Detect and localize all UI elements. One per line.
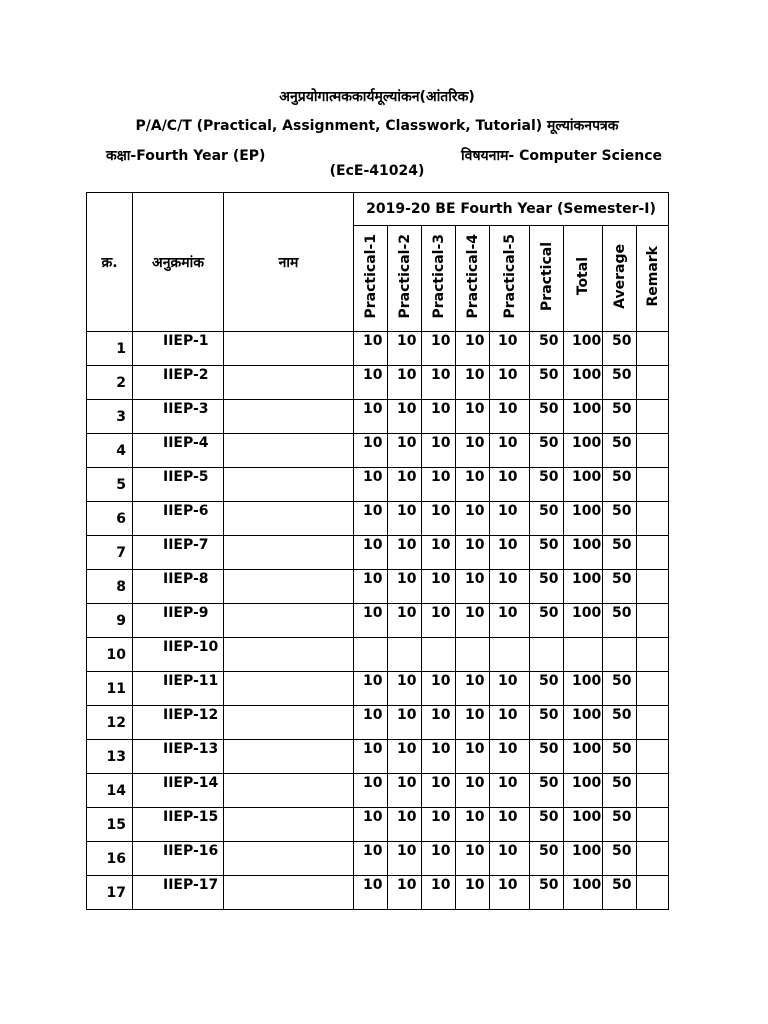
total-cell (564, 638, 603, 672)
table-row (87, 638, 669, 672)
practical-total-cell: 50 (530, 468, 564, 502)
table-row (87, 672, 669, 706)
table-row (87, 740, 669, 774)
practical-3-cell: 10 (422, 808, 456, 842)
practical-5-cell: 10 (490, 434, 530, 468)
average-header: Average (603, 226, 637, 332)
practical-4-header: Practical-4 (456, 226, 490, 332)
practical-3-cell: 10 (422, 434, 456, 468)
remark-cell (637, 468, 669, 502)
roll-number-cell: IIEP-3 (133, 400, 224, 434)
practical-5-cell: 10 (490, 842, 530, 876)
practical-total-cell: 50 (530, 876, 564, 910)
serial-number-cell: 17 (87, 876, 133, 910)
total-cell: 100 (564, 332, 603, 366)
table-row (87, 400, 669, 434)
practical-2-cell: 10 (388, 774, 422, 808)
practical-2-cell: 10 (388, 536, 422, 570)
table-row (87, 706, 669, 740)
practical-4-cell: 10 (456, 706, 490, 740)
average-cell: 50 (603, 434, 637, 468)
practical-1-cell: 10 (354, 366, 388, 400)
practical-4-cell (456, 638, 490, 672)
practical-total-cell: 50 (530, 672, 564, 706)
practical-5-cell: 10 (490, 808, 530, 842)
total-cell: 100 (564, 876, 603, 910)
remark-cell (637, 808, 669, 842)
remark-cell (637, 638, 669, 672)
practical-1-cell: 10 (354, 706, 388, 740)
roll-number-cell: IIEP-16 (133, 842, 224, 876)
practical-4-cell: 10 (456, 740, 490, 774)
serial-number-cell: 6 (87, 502, 133, 536)
student-name-cell (224, 366, 354, 400)
remark-cell (637, 740, 669, 774)
practical-3-cell: 10 (422, 604, 456, 638)
practical-1-cell: 10 (354, 536, 388, 570)
student-name-cell (224, 774, 354, 808)
table-row (87, 808, 669, 842)
practical-1-cell: 10 (354, 570, 388, 604)
table-row (87, 434, 669, 468)
average-cell: 50 (603, 332, 637, 366)
student-name-cell (224, 740, 354, 774)
practical-1-cell: 10 (354, 876, 388, 910)
practical-5-cell (490, 638, 530, 672)
practical-total-cell: 50 (530, 570, 564, 604)
practical-1-cell: 10 (354, 604, 388, 638)
practical-1-cell: 10 (354, 672, 388, 706)
practical-1-cell: 10 (354, 400, 388, 434)
roll-number-cell: IIEP-12 (133, 706, 224, 740)
table-row (87, 536, 669, 570)
practical-4-cell: 10 (456, 434, 490, 468)
practical-5-cell: 10 (490, 740, 530, 774)
serial-number-cell: 10 (87, 638, 133, 672)
practical-3-cell: 10 (422, 570, 456, 604)
roll-number-cell: IIEP-7 (133, 536, 224, 570)
practical-total-cell: 50 (530, 502, 564, 536)
total-cell: 100 (564, 774, 603, 808)
document-subtitle: P/A/C/T (Practical, Assignment, Classwork, Tutorial) मूल्यांकनपत्रक (135, 118, 619, 134)
total-cell: 100 (564, 706, 603, 740)
table-row (87, 842, 669, 876)
remark-cell (637, 672, 669, 706)
remark-cell (637, 842, 669, 876)
practical-4-cell: 10 (456, 672, 490, 706)
remark-cell (637, 332, 669, 366)
practical-4-cell: 10 (456, 400, 490, 434)
roll-header: अनुक्रमांक (133, 193, 224, 332)
document-title: अनुप्रयोगात्मककार्यमूल्यांकन(आंतरिक) (279, 89, 475, 105)
serial-number-cell: 14 (87, 774, 133, 808)
serial-number-cell: 11 (87, 672, 133, 706)
average-cell: 50 (603, 774, 637, 808)
serial-number-cell: 13 (87, 740, 133, 774)
practical-4-cell: 10 (456, 536, 490, 570)
roll-number-cell: IIEP-11 (133, 672, 224, 706)
total-cell: 100 (564, 672, 603, 706)
roll-number-cell: IIEP-4 (133, 434, 224, 468)
practical-total-cell: 50 (530, 842, 564, 876)
student-name-cell (224, 638, 354, 672)
serial-number-cell: 2 (87, 366, 133, 400)
practical-total-cell: 50 (530, 434, 564, 468)
total-cell: 100 (564, 468, 603, 502)
roll-number-cell: IIEP-8 (133, 570, 224, 604)
practical-total-cell: 50 (530, 536, 564, 570)
practical-3-cell (422, 638, 456, 672)
average-cell: 50 (603, 842, 637, 876)
practical-5-cell: 10 (490, 672, 530, 706)
practical-5-cell: 10 (490, 570, 530, 604)
table-row (87, 332, 669, 366)
practical-3-cell: 10 (422, 536, 456, 570)
practical-1-cell: 10 (354, 740, 388, 774)
serial-number-cell: 12 (87, 706, 133, 740)
practical-3-cell: 10 (422, 740, 456, 774)
practical-4-cell: 10 (456, 366, 490, 400)
serial-number-cell: 7 (87, 536, 133, 570)
practical-5-cell: 10 (490, 706, 530, 740)
total-cell: 100 (564, 366, 603, 400)
remark-cell (637, 604, 669, 638)
practical-4-cell: 10 (456, 604, 490, 638)
total-header: Total (564, 226, 603, 332)
practical-1-cell: 10 (354, 332, 388, 366)
practical-2-cell: 10 (388, 604, 422, 638)
student-name-cell (224, 672, 354, 706)
practical-3-cell: 10 (422, 706, 456, 740)
practical-1-cell: 10 (354, 842, 388, 876)
average-cell: 50 (603, 366, 637, 400)
student-name-cell (224, 808, 354, 842)
student-name-cell (224, 536, 354, 570)
practical-3-cell: 10 (422, 842, 456, 876)
total-cell: 100 (564, 604, 603, 638)
average-cell: 50 (603, 502, 637, 536)
practical-2-cell: 10 (388, 366, 422, 400)
student-name-cell (224, 842, 354, 876)
practical-3-cell: 10 (422, 400, 456, 434)
student-name-cell (224, 332, 354, 366)
roll-number-cell: IIEP-9 (133, 604, 224, 638)
practical-1-cell: 10 (354, 808, 388, 842)
total-cell: 100 (564, 536, 603, 570)
serial-number-cell: 3 (87, 400, 133, 434)
practical-2-cell: 10 (388, 570, 422, 604)
practical-total-cell (530, 638, 564, 672)
practical-5-header: Practical-5 (490, 226, 530, 332)
practical-1-header: Practical-1 (354, 226, 388, 332)
table-row (87, 366, 669, 400)
remark-cell (637, 502, 669, 536)
practical-total-header: Practical (530, 226, 564, 332)
practical-5-cell: 10 (490, 876, 530, 910)
table-row (87, 502, 669, 536)
marks-table (86, 192, 669, 910)
practical-2-cell: 10 (388, 502, 422, 536)
practical-5-cell: 10 (490, 400, 530, 434)
practical-2-cell: 10 (388, 842, 422, 876)
practical-3-cell: 10 (422, 502, 456, 536)
practical-2-header: Practical-2 (388, 226, 422, 332)
practical-total-cell: 50 (530, 604, 564, 638)
practical-3-cell: 10 (422, 366, 456, 400)
remark-cell (637, 876, 669, 910)
table-row (87, 468, 669, 502)
remark-cell (637, 536, 669, 570)
total-cell: 100 (564, 434, 603, 468)
average-cell: 50 (603, 672, 637, 706)
table-row (87, 604, 669, 638)
student-name-cell (224, 570, 354, 604)
total-cell: 100 (564, 502, 603, 536)
roll-number-cell: IIEP-2 (133, 366, 224, 400)
practical-1-cell (354, 638, 388, 672)
table-row (87, 774, 669, 808)
practical-2-cell: 10 (388, 706, 422, 740)
group-header: 2019-20 BE Fourth Year (Semester-I) (354, 193, 669, 226)
student-name-cell (224, 468, 354, 502)
roll-number-cell: IIEP-10 (133, 638, 224, 672)
practical-1-cell: 10 (354, 774, 388, 808)
remark-cell (637, 774, 669, 808)
practical-2-cell: 10 (388, 400, 422, 434)
practical-3-cell: 10 (422, 672, 456, 706)
practical-5-cell: 10 (490, 468, 530, 502)
practical-5-cell: 10 (490, 774, 530, 808)
marks-table-body (87, 332, 669, 910)
remark-cell (637, 400, 669, 434)
practical-4-cell: 10 (456, 468, 490, 502)
total-cell: 100 (564, 842, 603, 876)
practical-5-cell: 10 (490, 366, 530, 400)
practical-3-cell: 10 (422, 774, 456, 808)
practical-2-cell: 10 (388, 876, 422, 910)
practical-1-cell: 10 (354, 468, 388, 502)
practical-4-cell: 10 (456, 332, 490, 366)
practical-4-cell: 10 (456, 570, 490, 604)
roll-number-cell: IIEP-13 (133, 740, 224, 774)
table-row (87, 570, 669, 604)
practical-5-cell: 10 (490, 502, 530, 536)
practical-2-cell: 10 (388, 808, 422, 842)
serial-number-cell: 15 (87, 808, 133, 842)
average-cell: 50 (603, 400, 637, 434)
serial-number-cell: 5 (87, 468, 133, 502)
average-cell: 50 (603, 570, 637, 604)
practical-1-cell: 10 (354, 434, 388, 468)
student-name-cell (224, 400, 354, 434)
name-header: नाम (224, 193, 354, 332)
practical-2-cell: 10 (388, 468, 422, 502)
total-cell: 100 (564, 400, 603, 434)
practical-5-cell: 10 (490, 332, 530, 366)
practical-4-cell: 10 (456, 774, 490, 808)
practical-total-cell: 50 (530, 706, 564, 740)
table-row (87, 876, 669, 910)
student-name-cell (224, 502, 354, 536)
student-name-cell (224, 434, 354, 468)
roll-number-cell: IIEP-1 (133, 332, 224, 366)
roll-number-cell: IIEP-14 (133, 774, 224, 808)
practical-1-cell: 10 (354, 502, 388, 536)
practical-4-cell: 10 (456, 502, 490, 536)
serial-number-cell: 16 (87, 842, 133, 876)
practical-3-cell: 10 (422, 876, 456, 910)
total-cell: 100 (564, 740, 603, 774)
practical-2-cell (388, 638, 422, 672)
average-cell: 50 (603, 536, 637, 570)
practical-total-cell: 50 (530, 332, 564, 366)
serial-number-cell: 9 (87, 604, 133, 638)
remark-cell (637, 366, 669, 400)
total-cell: 100 (564, 570, 603, 604)
roll-number-cell: IIEP-17 (133, 876, 224, 910)
practical-3-cell: 10 (422, 332, 456, 366)
remark-cell (637, 570, 669, 604)
practical-2-cell: 10 (388, 740, 422, 774)
practical-5-cell: 10 (490, 536, 530, 570)
roll-number-cell: IIEP-6 (133, 502, 224, 536)
average-cell: 50 (603, 468, 637, 502)
course-code: (EcE-41024) (329, 163, 425, 179)
average-cell: 50 (603, 876, 637, 910)
sno-header: क्र. (87, 193, 133, 332)
practical-2-cell: 10 (388, 434, 422, 468)
average-cell: 50 (603, 808, 637, 842)
serial-number-cell: 4 (87, 434, 133, 468)
practical-total-cell: 50 (530, 808, 564, 842)
practical-4-cell: 10 (456, 842, 490, 876)
remark-header: Remark (637, 226, 669, 332)
roll-number-cell: IIEP-5 (133, 468, 224, 502)
remark-cell (637, 434, 669, 468)
practical-total-cell: 50 (530, 740, 564, 774)
serial-number-cell: 1 (87, 332, 133, 366)
practical-total-cell: 50 (530, 774, 564, 808)
practical-4-cell: 10 (456, 808, 490, 842)
practical-3-header: Practical-3 (422, 226, 456, 332)
practical-4-cell: 10 (456, 876, 490, 910)
total-cell: 100 (564, 808, 603, 842)
practical-2-cell: 10 (388, 672, 422, 706)
class-label: कक्षा-Fourth Year (EP) (106, 148, 266, 164)
practical-total-cell: 50 (530, 400, 564, 434)
practical-5-cell: 10 (490, 604, 530, 638)
practical-2-cell: 10 (388, 332, 422, 366)
average-cell: 50 (603, 604, 637, 638)
roll-number-cell: IIEP-15 (133, 808, 224, 842)
student-name-cell (224, 706, 354, 740)
average-cell: 50 (603, 740, 637, 774)
average-cell (603, 638, 637, 672)
practical-3-cell: 10 (422, 468, 456, 502)
remark-cell (637, 706, 669, 740)
subject-label: विषयनाम- Computer Science (461, 148, 662, 164)
average-cell: 50 (603, 706, 637, 740)
student-name-cell (224, 876, 354, 910)
practical-total-cell: 50 (530, 366, 564, 400)
serial-number-cell: 8 (87, 570, 133, 604)
student-name-cell (224, 604, 354, 638)
